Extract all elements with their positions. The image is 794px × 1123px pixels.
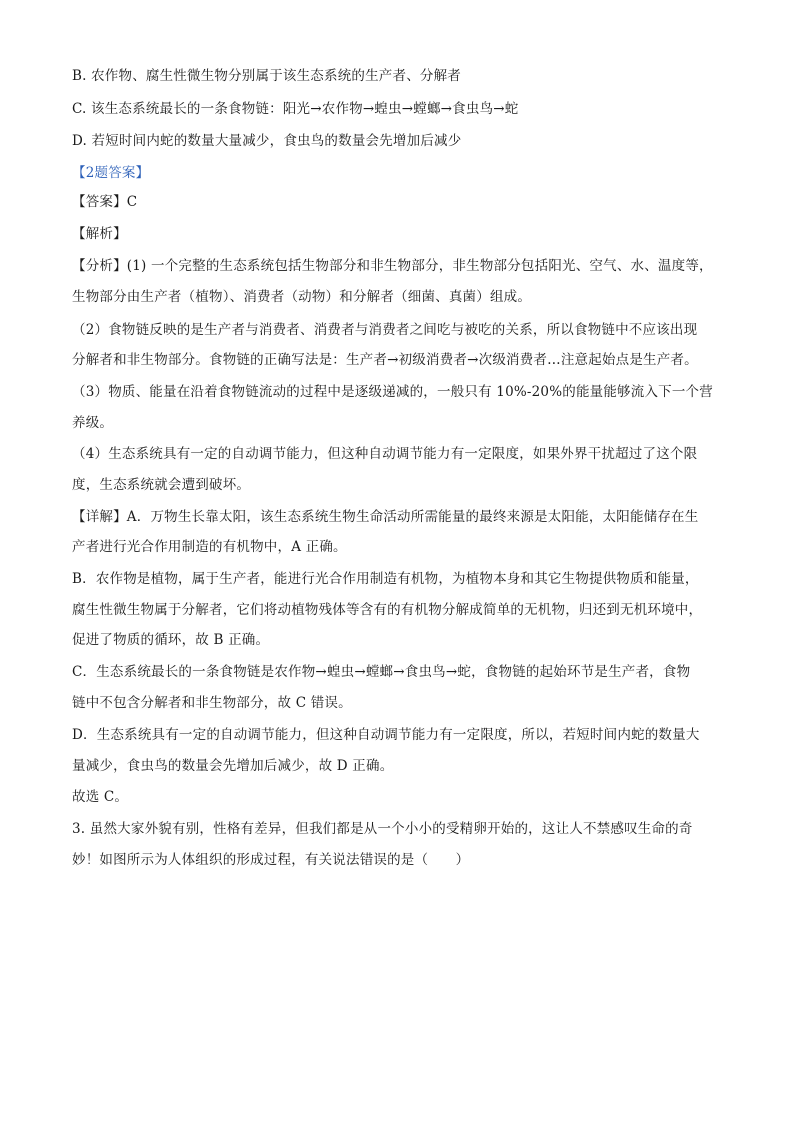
question-answer-heading: 【2题答案】	[72, 165, 150, 181]
detail-line: 【详解】A．万物生长靠太阳，该生态系统生物生命活动所需能量的最终来源是太阳能，太阳能储存在生	[72, 509, 699, 525]
detail-line: 量减少，食虫鸟的数量会先增加后减少，故 D 正确。	[72, 758, 394, 774]
analysis-line: 【分析】(1) 一个完整的生态系统包括生物部分和非生物部分，非生物部分包括阳光、空气、水、温度等，	[72, 258, 713, 274]
analysis-line: 养级。	[72, 415, 114, 431]
detail-line: 产者进行光合作用制造的有机物中，A 正确。	[72, 539, 347, 555]
analysis-line: 分解者和非生物部分。食物链的正确写法是：生产者→初级消费者→次级消费者…注意起始点是生产者。	[72, 352, 698, 368]
detail-line: 链中不包含分解者和非生物部分，故 C 错误。	[72, 695, 352, 711]
detail-line: B．农作物是植物，属于生产者，能进行光合作用制造有机物，为植物本身和其它生物提供物质和能量，	[72, 571, 699, 587]
option-b-line: B. 农作物、腐生性微生物分别属于该生态系统的生产者、分解者	[72, 68, 462, 84]
answer-line: 【答案】C	[72, 194, 138, 210]
conclusion-line: 故选 C。	[72, 789, 129, 805]
question-3-line: 妙！如图所示为人体组织的形成过程，有关说法错误的是（ ）	[72, 852, 470, 868]
option-d-line: D. 若短时间内蛇的数量大量减少，食虫鸟的数量会先增加后减少	[72, 133, 462, 149]
detail-line: 促进了物质的循环，故 B 正确。	[72, 632, 270, 648]
analysis-line: 生物部分由生产者（植物）、消费者（动物）和分解者（细菌、真菌）组成。	[72, 289, 532, 305]
analysis-heading: 【解析】	[72, 226, 127, 242]
analysis-line: 度，生态系统就会遭到破坏。	[72, 477, 251, 493]
analysis-line: （2）食物链反映的是生产者与消费者、消费者与消费者之间吃与被吃的关系，所以食物链中不应该出现	[72, 322, 698, 338]
detail-line: D．生态系统具有一定的自动调节能力，但这种自动调节能力有一定限度，所以，若短时间内蛇的数量大	[72, 727, 700, 743]
option-c-line: C. 该生态系统最长的一条食物链：阳光→农作物→蝗虫→螳螂→食虫鸟→蛇	[72, 101, 519, 117]
analysis-line: （4）生态系统具有一定的自动调节能力，但这种自动调节能力有一定限度，如果外界干扰超过了这个限	[72, 446, 698, 462]
detail-line: 腐生性微生物属于分解者，它们将动植物残体等含有的有机物分解成简单的无机物，归还到无机环境中，	[72, 602, 703, 618]
analysis-line: （3）物质、能量在沿着食物链流动的过程中是逐级递减的，一般只有 10%-20%的能量能够流入下一个营	[72, 384, 713, 400]
detail-line: C．生态系统最长的一条食物链是农作物→蝗虫→螳螂→食虫鸟→蛇，食物链的起始环节是生产者，食物	[72, 664, 691, 680]
question-3-line: 3. 虽然大家外貌有别，性格有差异，但我们都是从一个小小的受精卵开始的，这让人不禁感叹生命的奇	[72, 821, 693, 837]
